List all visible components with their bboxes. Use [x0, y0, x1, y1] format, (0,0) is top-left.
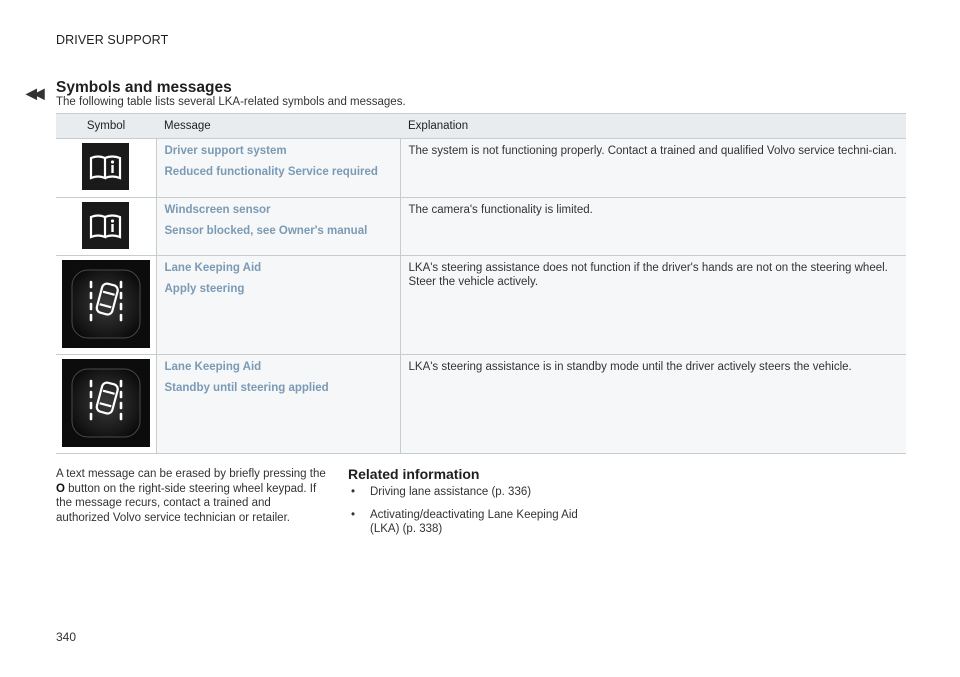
related-information-heading: Related information — [348, 466, 480, 482]
section-header: DRIVER SUPPORT — [56, 33, 169, 47]
message-detail: Reduced functionality Service required — [164, 166, 378, 178]
symbol-cell — [56, 355, 156, 454]
symbol-cell — [56, 198, 156, 256]
related-link-driving-lane-assistance[interactable] — [348, 485, 608, 500]
lka-symbols-table — [56, 113, 906, 454]
table-row — [56, 198, 906, 256]
related-information-list — [348, 485, 608, 545]
message-cell — [156, 355, 400, 454]
explanation-cell: The system is not functioning properly. Contact a trained and qualified Volvo service techni-cian. — [400, 139, 906, 198]
paragraph-text-end: button on the right-side steering wheel keypad. If the message recurs, contact a trained and authorized Volvo service technician or retailer. — [56, 482, 317, 524]
message-cell — [156, 139, 400, 198]
column-header-symbol: Symbol — [56, 114, 156, 139]
lane-keeping-aid-icon — [62, 260, 150, 348]
symbol-cell — [56, 256, 156, 355]
related-link-label[interactable]: Driving lane assistance (p. 336) — [370, 486, 532, 498]
symbol-cell — [56, 139, 156, 198]
bullet: • — [351, 508, 356, 521]
lane-keeping-aid-icon — [62, 359, 150, 447]
o-button-label: O — [56, 482, 65, 495]
message-detail: Sensor blocked, see Owner's manual — [164, 225, 368, 237]
owners-manual-icon — [82, 202, 129, 249]
previous-page-arrows-icon[interactable]: ◀◀ — [26, 85, 42, 101]
paragraph-text-start: A text message can be erased by briefly pressing the — [56, 468, 326, 480]
explanation-cell: LKA's steering assistance is in standby mode until the driver actively steers the vehicle. — [400, 355, 906, 454]
column-header-message: Message — [156, 114, 400, 139]
table-row — [56, 139, 906, 198]
explanation-cell: LKA's steering assistance does not function if the driver's hands are not on the steering wheel. Steer the vehicle actively. — [400, 256, 906, 355]
intro-text: The following table lists several LKA-related symbols and messages. — [56, 96, 406, 108]
table-row — [56, 256, 906, 355]
message-cell — [156, 256, 400, 355]
message-title: Lane Keeping Aid — [164, 262, 262, 274]
message-title: Windscreen sensor — [164, 204, 271, 216]
page-number: 340 — [56, 630, 77, 644]
page-title: Symbols and messages — [56, 79, 232, 96]
message-title: Driver support system — [164, 145, 287, 157]
table-header-row — [56, 114, 906, 139]
message-detail: Apply steering — [164, 283, 245, 295]
column-header-explanation: Explanation — [400, 114, 906, 139]
explanation-cell: The camera's functionality is limited. — [400, 198, 906, 256]
table-row — [56, 355, 906, 454]
related-link-activating-lka[interactable] — [348, 508, 608, 537]
message-title: Lane Keeping Aid — [164, 361, 262, 373]
erase-message-paragraph — [56, 467, 326, 525]
message-cell — [156, 198, 400, 256]
bullet: • — [351, 486, 356, 498]
owners-manual-icon — [82, 143, 129, 190]
related-link-label[interactable]: Activating/deactivating Lane Keeping Aid (LKA) (p. 338) — [370, 508, 578, 535]
message-detail: Standby until steering applied — [164, 382, 329, 394]
